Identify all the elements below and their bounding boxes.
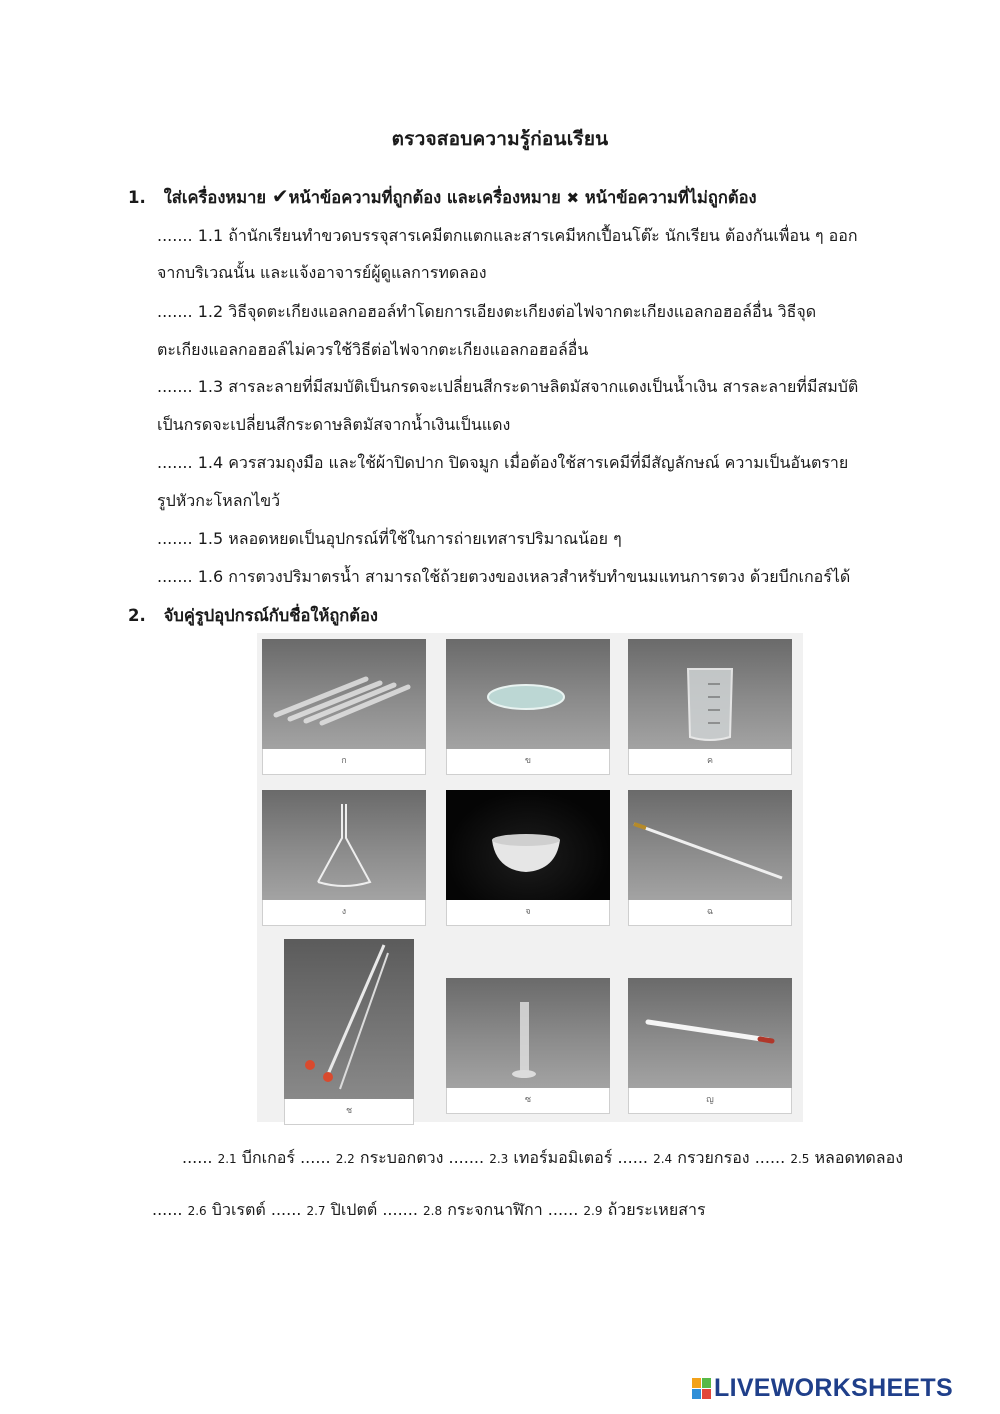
- answer-row-2: [152, 1198, 706, 1223]
- answer-item-2-3[interactable]: ....... 2.3 เทอร์มอมิเตอร์: [448, 1148, 613, 1167]
- equipment-image-grid: [257, 633, 803, 1122]
- question-1-heading: [128, 184, 757, 211]
- instruction-text: หน้าข้อความที่ไม่ถูกต้อง: [584, 188, 757, 207]
- question-2-heading: [128, 603, 378, 629]
- answer-item-2-1[interactable]: ...... 2.1 บีกเกอร์: [182, 1148, 295, 1167]
- statement-1-4[interactable]: ....... 1.4 ควรสวมถุงมือ และใช้ผ้าปิดปาก ปิดจมูก เมื่อต้องใช้สารเคมีที่มีสัญลักษณ์ ความเป็นอันตราย: [157, 453, 849, 472]
- question-number: 2.: [128, 606, 146, 625]
- graduated-cylinder-image: [446, 978, 610, 1088]
- answer-row-1: [182, 1146, 903, 1171]
- equipment-card-pipette: [628, 790, 792, 926]
- equipment-card-burette: [284, 939, 414, 1125]
- equipment-card-thermometer: [628, 978, 792, 1114]
- statement-1-1[interactable]: ....... 1.1 ถ้านักเรียนทำขวดบรรจุสารเคมีตกแตกและสารเคมีหกเปื้อนโต๊ะ นักเรียน ต้องกันเพื่อน ๆ ออก: [157, 226, 858, 245]
- answer-item-2-2[interactable]: ...... 2.2 กระบอกตวง: [300, 1148, 444, 1167]
- equipment-card-watch-glass: [446, 639, 610, 775]
- statement-1-1-cont: จากบริเวณนั้น และแจ้งอาจารย์ผู้ดูแลการทดลอง: [157, 263, 487, 282]
- statement-1-5[interactable]: ....... 1.5 หลอดหยดเป็นอุปกรณ์ที่ใช้ในการถ่ายเทสารปริมาณน้อย ๆ: [157, 529, 622, 548]
- image-label: ฉ: [628, 900, 792, 926]
- answer-item-2-8[interactable]: ....... 2.8 กระจกนาฬิกา: [382, 1200, 543, 1219]
- logo-icon: [692, 1378, 711, 1399]
- answer-item-2-5[interactable]: ...... 2.5 หลอดทดลอง: [754, 1148, 904, 1167]
- funnel-image: [262, 790, 426, 900]
- statement-1-4-cont: รูปหัวกะโหลกไขว้: [157, 491, 281, 510]
- equipment-card-evaporating-dish: [446, 790, 610, 926]
- statement-1-3[interactable]: ....... 1.3 สารละลายที่มีสมบัติเป็นกรดจะเปลี่ยนสีกระดาษลิตมัสจากแดงเป็นน้ำเงิน สารละลายที่มีสมบัติ: [157, 377, 859, 396]
- answer-item-2-7[interactable]: ...... 2.7 ปิเปตต์: [270, 1200, 378, 1219]
- statement-1-2[interactable]: ....... 1.2 วิธีจุดตะเกียงแอลกอฮอล์ทำโดยการเอียงตะเกียงต่อไฟจากตะเกียงแอลกอฮอล์อื่น วิธีจุด: [157, 302, 817, 321]
- instruction-text: ใส่เครื่องหมาย: [163, 188, 267, 207]
- image-label: ค: [628, 749, 792, 775]
- watch-glass-image: [446, 639, 610, 749]
- image-label: ก: [262, 749, 426, 775]
- image-label: ซ: [446, 1088, 610, 1114]
- instruction-text: หน้าข้อความที่ถูกต้อง และเครื่องหมาย: [288, 188, 561, 207]
- pipette-image: [628, 790, 792, 900]
- statement-1-2-cont: ตะเกียงแอลกอฮอล์ไม่ควรใช้วิธีต่อไฟจากตะเกียงแอลกอฮอล์อื่น: [157, 340, 589, 359]
- liveworksheets-logo: [692, 1374, 953, 1403]
- equipment-card-funnel: [262, 790, 426, 926]
- image-label: จ: [446, 900, 610, 926]
- image-label: ญ: [628, 1088, 792, 1114]
- statement-1-6[interactable]: ....... 1.6 การตวงปริมาตรน้ำ สามารถใช้ถ้วยตวงของเหลวสำหรับทำขนมแทนการตวง ด้วยบีกเกอร์ได้: [157, 567, 851, 586]
- burette-image: [284, 939, 414, 1099]
- answer-item-2-4[interactable]: ...... 2.4 กรวยกรอง: [617, 1148, 750, 1167]
- cross-mark-icon: ✖: [566, 189, 580, 207]
- beaker-image: [628, 639, 792, 749]
- evaporating-dish-image: [446, 790, 610, 900]
- check-mark-icon: ✔: [271, 184, 289, 208]
- test-tubes-image: [262, 639, 426, 749]
- equipment-card-graduated-cylinder: [446, 978, 610, 1114]
- page-title: ตรวจสอบความรู้ก่อนเรียน: [391, 128, 609, 150]
- logo-text: LIVEWORKSHEETS: [714, 1374, 953, 1402]
- instruction-text: จับคู่รูปอุปกรณ์กับชื่อให้ถูกต้อง: [163, 606, 378, 625]
- answer-item-2-9[interactable]: ...... 2.9 ถ้วยระเหยสาร: [547, 1200, 706, 1219]
- answer-item-2-6[interactable]: ...... 2.6 บิวเรตต์: [152, 1200, 266, 1219]
- statement-1-3-cont: เป็นกรดจะเปลี่ยนสีกระดาษลิตมัสจากน้ำเงินเป็นแดง: [157, 415, 511, 434]
- image-label: ง: [262, 900, 426, 926]
- equipment-card-test-tubes: [262, 639, 426, 775]
- image-label: ช: [284, 1099, 414, 1125]
- equipment-card-beaker: [628, 639, 792, 775]
- image-label: ข: [446, 749, 610, 775]
- question-number: 1.: [128, 188, 146, 207]
- thermometer-image: [628, 978, 792, 1088]
